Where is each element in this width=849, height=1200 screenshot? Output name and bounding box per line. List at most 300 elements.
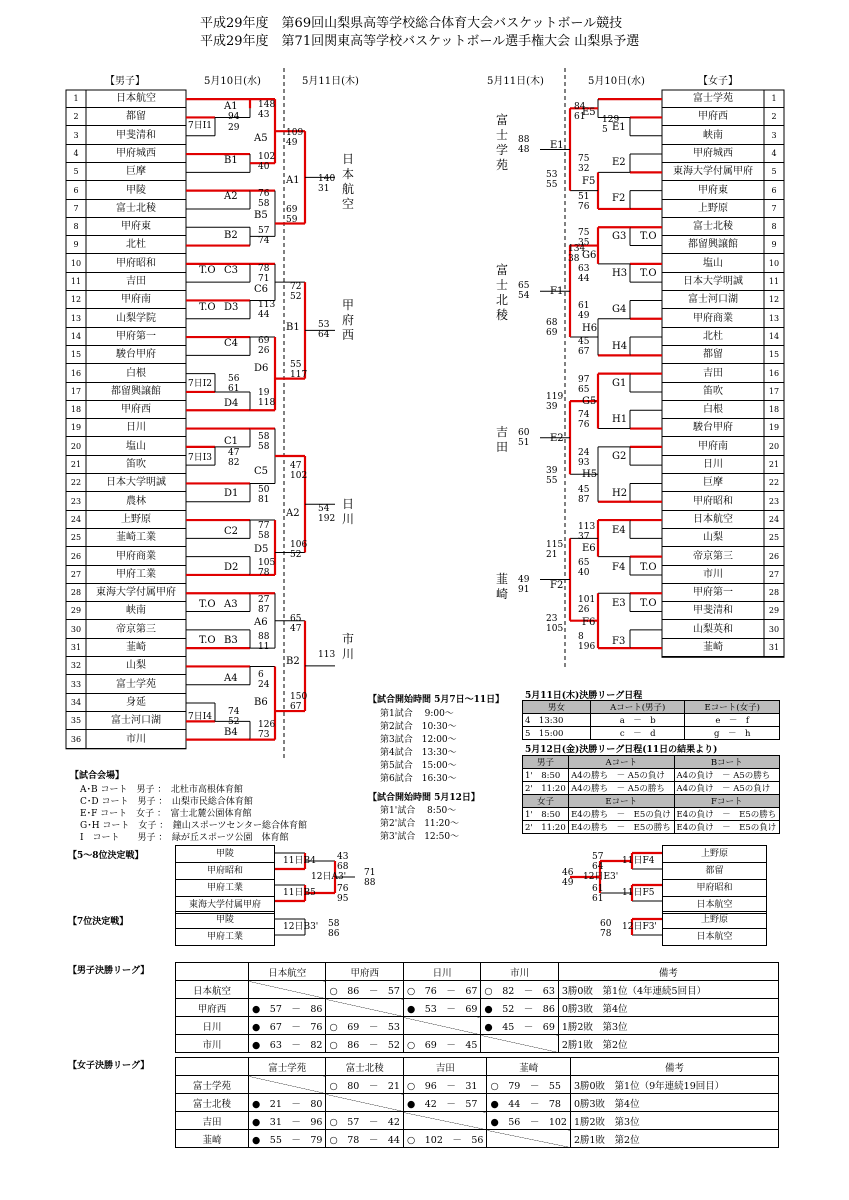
team-name: 富士河口湖 [86, 712, 186, 730]
score: 76 [578, 420, 590, 430]
team-name: 甲府商業 [86, 548, 186, 566]
score: 49 [286, 138, 298, 148]
table-row [176, 1076, 779, 1094]
row-number: 27 [764, 566, 784, 584]
result-cell: ○ 102 － 56 [403, 1130, 487, 1148]
team-name: 東海大学付属甲府 [86, 584, 186, 602]
score: 39 [546, 402, 558, 412]
team: 日本航空 [696, 932, 733, 942]
game-label: A1 [286, 175, 300, 186]
score: 118 [258, 398, 276, 408]
row-number: 27 [66, 566, 86, 584]
game-label: G4 [612, 304, 627, 315]
team-name: 吉田 [86, 273, 186, 291]
team: 日本航空 [696, 900, 733, 910]
col-header: 吉田 [403, 1058, 487, 1076]
row-number: 8 [764, 218, 784, 236]
score: 45 [578, 337, 590, 347]
cell: 1' 8:50 [523, 769, 569, 782]
cell: A4の負け － A5の勝ち [674, 769, 779, 782]
team-name: 都留 [86, 108, 186, 126]
game-label: A4 [224, 673, 238, 684]
row-number: 5 [764, 163, 784, 181]
score: 37 [578, 532, 590, 542]
game-label: G6 [582, 250, 597, 261]
team-name: 笛吹 [86, 456, 186, 474]
score: 65 [290, 614, 302, 624]
score: 76 [337, 884, 349, 894]
date-label: 7日I4 [188, 712, 213, 722]
boys-list-frame [66, 90, 186, 749]
score: 55 [546, 180, 558, 190]
row-number: 1 [66, 90, 86, 108]
col-header: 富士北稜 [326, 1058, 403, 1076]
cell: E4の負け － E5の負け [674, 821, 779, 834]
team: 甲府工業 [176, 880, 274, 897]
score: 43 [258, 110, 270, 120]
game-label: C4 [224, 338, 239, 349]
score: 113 [258, 300, 276, 310]
row-number: 4 [66, 145, 86, 163]
score: 24 [578, 448, 590, 458]
team-name: 富士学苑 [86, 676, 186, 694]
result-cell: ● 44 － 78 [487, 1094, 571, 1112]
result-cell: ● 63 － 82 [249, 1035, 326, 1053]
score: 55 [290, 360, 302, 370]
score: 117 [290, 370, 308, 380]
game-label: H5 [582, 469, 598, 480]
score: 47 [290, 624, 302, 634]
score: 53 [546, 170, 558, 180]
winner-f2: 韮崎 [496, 572, 509, 601]
score: 68 [546, 318, 558, 328]
team: 甲府昭和 [176, 863, 274, 880]
winner-e2: 吉田 [496, 425, 509, 454]
score: 105 [258, 558, 276, 568]
list-item: 第2'試合 11:20～ [380, 819, 460, 829]
game-label: 11日F5 [622, 888, 655, 898]
row-number: 16 [764, 365, 784, 383]
score: 60 [518, 428, 530, 438]
game-label: 12日B3' [283, 922, 319, 932]
row-number: 16 [66, 365, 86, 383]
score: 72 [290, 282, 302, 292]
game-label: E1 [550, 140, 564, 151]
game-label: B1 [286, 322, 300, 333]
table-row [176, 999, 779, 1017]
game-label: G2 [612, 451, 627, 462]
row-number: 10 [66, 255, 86, 273]
cell: 1' 8:50 [523, 808, 569, 821]
team-name: 甲斐清和 [662, 602, 764, 620]
note-cell: 3勝0敗 第1位（4年連続5回目） [558, 981, 778, 999]
score: 115 [546, 540, 564, 550]
score: 76 [258, 189, 270, 199]
team-name: 塩山 [662, 255, 764, 273]
score: 86 [328, 929, 340, 939]
game-label: C1 [224, 436, 239, 447]
list-item: 第4試合 13:30～ [380, 748, 457, 758]
row-number: 28 [764, 584, 784, 602]
score: 48 [518, 145, 530, 155]
cell: A4の勝ち － A5の負け [569, 769, 674, 782]
sched512-table [522, 755, 780, 834]
score: 105 [546, 624, 564, 634]
team-name: 日川 [662, 456, 764, 474]
team-name: 北杜 [662, 328, 764, 346]
game-label: 12日A3' [311, 872, 347, 882]
game-label: H1 [612, 414, 628, 425]
score: 52 [290, 292, 302, 302]
winner-a2: 日川 [342, 497, 355, 526]
girls-list-frame [662, 90, 784, 657]
score: 129 [602, 115, 620, 125]
team-name: 甲府南 [662, 438, 764, 456]
score: 74 [228, 707, 240, 717]
result-cell: ● 53 － 69 [403, 999, 480, 1017]
row-number: 12 [764, 291, 784, 309]
score: 134 [568, 244, 586, 254]
game-label: E6 [582, 543, 596, 554]
game-label: B5 [254, 210, 268, 221]
place58-title: 【5～8位決定戦】 [68, 851, 144, 861]
row-number: 30 [66, 621, 86, 639]
row-number: 6 [66, 182, 86, 200]
row-number: 31 [66, 639, 86, 657]
result-cell: ● 55 － 79 [249, 1130, 326, 1148]
row-number: 9 [66, 236, 86, 254]
team: 上野原 [663, 912, 766, 929]
team-name: 甲府城西 [662, 145, 764, 163]
row-number: 22 [66, 474, 86, 492]
row-number: 26 [66, 548, 86, 566]
cell: e － f [685, 714, 780, 727]
score: 61 [228, 384, 240, 394]
score: 49 [518, 575, 530, 585]
title-line-1: 平成29年度 第69回山梨県高等学校総合体育大会バスケットボール競技 [200, 16, 623, 31]
score: 71 [364, 868, 376, 878]
row-number: 6 [764, 182, 784, 200]
list-item: 第3試合 12:00～ [380, 735, 457, 745]
team: 甲府昭和 [663, 880, 766, 897]
score: 69 [546, 328, 558, 338]
score: 69 [258, 336, 270, 346]
team: 上野原 [663, 846, 766, 863]
row-number: 18 [764, 401, 784, 419]
score: 87 [258, 605, 270, 615]
score: 78 [600, 929, 612, 939]
score: 88 [518, 135, 530, 145]
game-label: D2 [224, 562, 239, 573]
team-name: 甲府城西 [86, 145, 186, 163]
game-label: D5 [254, 544, 269, 555]
cell: 男女 [523, 701, 591, 714]
score: 49 [578, 311, 590, 321]
score: 58 [328, 919, 340, 929]
score: 55 [546, 476, 558, 486]
team-name: 日本航空 [86, 90, 186, 108]
table-row [176, 1130, 779, 1148]
row-number: 13 [66, 310, 86, 328]
score: 65 [518, 281, 530, 291]
score: 51 [518, 438, 530, 448]
team-name: 塩山 [86, 438, 186, 456]
score: 27 [258, 595, 270, 605]
score: 57 [592, 852, 604, 862]
result-cell: ○ 96 － 31 [403, 1076, 487, 1094]
diag-cell [249, 981, 326, 999]
diag-cell [326, 999, 403, 1017]
game-label: A2 [224, 191, 238, 202]
game-label: F6 [582, 617, 596, 628]
row-number: 2 [66, 108, 86, 126]
row-team: 日本航空 [176, 981, 249, 999]
girls-date-510: 5月10日(水) [588, 76, 645, 87]
row-number: 3 [764, 127, 784, 145]
team-name: 甲府工業 [86, 566, 186, 584]
score: 46 [562, 868, 574, 878]
cell: c － d [591, 727, 685, 740]
game-label: B3 [224, 635, 238, 646]
score: 61 [574, 112, 586, 122]
result-cell: ● 31 － 96 [249, 1112, 326, 1130]
row-number: 25 [764, 529, 784, 547]
row-number: 31 [764, 639, 784, 657]
score: 24 [258, 680, 270, 690]
score: 102 [290, 471, 308, 481]
row-number: 13 [764, 310, 784, 328]
team-name: 甲府商業 [662, 310, 764, 328]
score: 75 [578, 154, 590, 164]
row-number: 17 [764, 383, 784, 401]
list-item: A･B コート 男子 ： 北杜市高根体育館 [80, 785, 243, 795]
boys-league-table [175, 962, 779, 1053]
score: 84 [574, 102, 586, 112]
team-name: 都留興譲館 [86, 383, 186, 401]
score: 196 [578, 642, 596, 652]
winner-b2: 市川 [342, 632, 355, 661]
game-label: H6 [582, 323, 598, 334]
team-name: 市川 [86, 731, 186, 749]
game-label: D4 [224, 398, 239, 409]
game-label: E2 [612, 157, 626, 168]
score: 95 [337, 894, 349, 904]
team-name: 帝京第三 [86, 621, 186, 639]
to-label: T.O [640, 562, 657, 573]
table-row [176, 1035, 779, 1053]
score: 58 [258, 432, 270, 442]
score: 64 [592, 862, 604, 872]
result-cell: ○ 69 － 53 [326, 1017, 403, 1035]
score: 40 [258, 162, 270, 172]
score: 81 [258, 495, 270, 505]
start-times-title: 【試合開始時間 5月7日～11日】 [368, 695, 505, 705]
boys-date-511: 5月11日(木) [302, 76, 359, 87]
score: 97 [578, 375, 590, 385]
row-team: 吉田 [176, 1112, 249, 1130]
score: 87 [578, 495, 590, 505]
score: 113 [318, 650, 336, 660]
score: 88 [364, 878, 376, 888]
score: 94 [228, 112, 240, 122]
cell: 4 13:30 [523, 714, 591, 727]
diag-cell [481, 1035, 558, 1053]
game-label: 11日F4 [622, 856, 655, 866]
score: 61 [592, 894, 604, 904]
table-row [176, 1017, 779, 1035]
team-name: 都留興譲館 [662, 236, 764, 254]
game-label: A2 [286, 508, 300, 519]
row-number: 24 [764, 511, 784, 529]
to-label: T.O [199, 302, 216, 313]
col-header: 甲府西 [326, 963, 403, 981]
game-label: B4 [224, 727, 238, 738]
result-cell: ○ 86 － 57 [326, 981, 403, 999]
score: 19 [258, 388, 270, 398]
venues-title: 【試合会場】 [70, 771, 125, 781]
score: 74 [258, 236, 270, 246]
list-item: 第1試合 9:00～ [380, 709, 454, 719]
score: 93 [578, 458, 590, 468]
team-name: 富士学苑 [662, 90, 764, 108]
game-label: H3 [612, 268, 628, 279]
list-item: I コート 男子 ： 緑が丘スポーツ公園 体育館 [80, 833, 289, 843]
score: 11 [258, 642, 270, 652]
result-cell: ● 52 － 86 [481, 999, 558, 1017]
cell: 男子 [523, 756, 569, 769]
diag-cell [326, 1094, 403, 1112]
game-label: H4 [612, 341, 628, 352]
score: 51 [578, 192, 590, 202]
score: 60 [600, 919, 612, 929]
row-team: 市川 [176, 1035, 249, 1053]
cell: A4の負け － A5の負け [674, 782, 779, 795]
team-name: 甲府東 [86, 218, 186, 236]
result-cell: ● 45 － 69 [481, 1017, 558, 1035]
score: 106 [290, 540, 308, 550]
team-name: 峡南 [86, 602, 186, 620]
score: 101 [578, 595, 596, 605]
row-number: 22 [764, 474, 784, 492]
note-cell: 3勝0敗 第1位（9年連続19回目） [570, 1076, 778, 1094]
row-number: 20 [764, 438, 784, 456]
row-number: 3 [66, 127, 86, 145]
list-item: C･D コート 男子 ： 山梨市民総合体育館 [80, 797, 253, 807]
game-label: A5 [254, 133, 268, 144]
team-name: 韮崎 [86, 639, 186, 657]
score: 32 [578, 164, 590, 174]
game-label: F2 [550, 580, 564, 591]
place58-boys-teams [175, 845, 275, 914]
row-number: 33 [66, 676, 86, 694]
team-name: 甲府南 [86, 291, 186, 309]
game-label: G3 [612, 231, 627, 242]
score: 76 [578, 202, 590, 212]
note-cell: 0勝3敗 第4位 [558, 999, 778, 1017]
row-number: 25 [66, 529, 86, 547]
team: 都留 [663, 863, 766, 880]
score: 75 [578, 228, 590, 238]
title-line-2: 平成29年度 第71回関東高等学校バスケットボール選手権大会 山梨県予選 [200, 34, 640, 49]
team-name: 身延 [86, 694, 186, 712]
team-name: 白根 [662, 401, 764, 419]
row-number: 2 [764, 108, 784, 126]
score: 58 [258, 199, 270, 209]
team-name: 甲府西 [86, 401, 186, 419]
row-number: 1 [764, 90, 784, 108]
game-label: A6 [254, 617, 268, 628]
score: 21 [546, 550, 558, 560]
boys-header: 【男子】 [105, 76, 145, 87]
cell: 2' 11:20 [523, 821, 569, 834]
row-number: 5 [66, 163, 86, 181]
row-team: 富士北稜 [176, 1094, 249, 1112]
score: 56 [228, 374, 240, 384]
team: 甲府工業 [206, 932, 243, 942]
game-label: F2 [612, 193, 626, 204]
game-label: H2 [612, 488, 628, 499]
place58-girls-teams [662, 845, 767, 914]
team-name: 韮崎工業 [86, 529, 186, 547]
row-number: 23 [764, 493, 784, 511]
game-label: A1 [224, 101, 238, 112]
team-name: 甲府昭和 [86, 255, 186, 273]
team-name: 笛吹 [662, 383, 764, 401]
row-number: 21 [66, 456, 86, 474]
score: 71 [258, 274, 270, 284]
game-label: 11日B4 [283, 856, 316, 866]
score: 119 [546, 392, 564, 402]
to-label: T.O [199, 635, 216, 646]
cell: 2' 11:20 [523, 782, 569, 795]
team-name: 甲府第一 [662, 584, 764, 602]
team-name: 都留 [662, 346, 764, 364]
row-number: 8 [66, 218, 86, 236]
result-cell: ● 56 － 102 [487, 1112, 571, 1130]
game-label: F1 [550, 286, 564, 297]
row-number: 36 [66, 731, 86, 749]
to-label: T.O [640, 268, 657, 279]
game-label: C3 [224, 265, 239, 276]
game-label: D6 [254, 363, 269, 374]
row-number: 30 [764, 621, 784, 639]
row-number: 12 [66, 291, 86, 309]
diag-cell [249, 1076, 326, 1094]
cell: a － b [591, 714, 685, 727]
date-label: 7日I3 [188, 453, 213, 463]
team-name: 日本大学明誠 [662, 273, 764, 291]
team-name: 帝京第三 [662, 548, 764, 566]
corner-cell [176, 963, 249, 981]
score: 91 [518, 585, 530, 595]
score: 35 [578, 238, 590, 248]
team: 東海大学付属甲府 [188, 900, 261, 910]
winner-f1: 富士北稜 [496, 263, 509, 322]
girls-league-table [175, 1057, 779, 1148]
score: 73 [258, 730, 270, 740]
to-label: T.O [640, 598, 657, 609]
winner-a1: 日本航空 [342, 152, 355, 211]
team-name: 白根 [86, 365, 186, 383]
list-item: 第5試合 15:00～ [380, 761, 457, 771]
team-name: 甲府西 [662, 108, 764, 126]
row-team: 韮崎 [176, 1130, 249, 1148]
game-label: G5 [582, 396, 597, 407]
game-label: 12日F3' [622, 922, 657, 932]
row-number: 34 [66, 694, 86, 712]
game-label: D1 [224, 488, 239, 499]
note-cell: 2勝1敗 第2位 [570, 1130, 778, 1148]
